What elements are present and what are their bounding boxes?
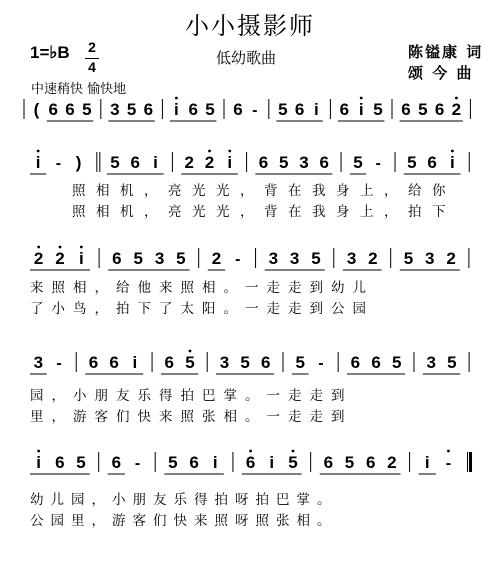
lyric-line: 照相机，亮光光，背在我身上，给你: [72, 183, 456, 199]
note: 2: [204, 153, 215, 172]
note: 5: [278, 100, 288, 119]
note: 6: [189, 453, 199, 472]
note: 5: [311, 249, 321, 268]
octave-dot: [360, 97, 363, 100]
octave-dot: [208, 150, 211, 153]
note: 3: [346, 249, 357, 268]
note: i: [269, 453, 275, 472]
note: 5: [288, 453, 298, 472]
note: 2: [184, 153, 194, 172]
note: 5: [110, 153, 120, 172]
note: i: [450, 153, 455, 172]
note: i: [35, 153, 41, 172]
note: 5: [447, 353, 457, 372]
note: i: [424, 453, 430, 472]
note: 6: [55, 453, 65, 472]
tempo-marking: 中速稍快 愉快地: [31, 82, 127, 97]
note: 3: [154, 249, 165, 268]
note: 6: [434, 100, 445, 119]
octave-dot: [189, 350, 192, 353]
note: 5: [418, 100, 428, 119]
dash-note: -: [134, 455, 141, 472]
octave-dot: [175, 97, 178, 100]
lyric-line: 里，游客们快来照张相。一走走到: [30, 409, 353, 425]
lyric-line: 园，小朋友乐得拍巴掌。一走走到: [30, 388, 353, 404]
note: 5: [240, 353, 250, 372]
time-signature-bottom: 4: [88, 59, 96, 75]
note: 5: [185, 353, 195, 372]
note: i: [153, 153, 158, 172]
octave-dot: [292, 450, 295, 453]
note: i: [212, 453, 218, 472]
note: 3: [426, 353, 436, 372]
dash-note: -: [56, 355, 62, 372]
note: 6: [401, 100, 411, 119]
note: 2: [451, 100, 462, 119]
note: 2: [387, 453, 397, 472]
note: 6: [261, 353, 271, 372]
note: 6: [350, 353, 361, 372]
note: 6: [365, 453, 376, 472]
note: 5: [403, 249, 414, 268]
note: 5: [278, 153, 289, 172]
paren: ): [75, 153, 82, 172]
note: 5: [168, 453, 178, 472]
note: 5: [176, 249, 186, 268]
note: 2: [33, 249, 44, 268]
note: 6: [319, 153, 329, 172]
note: i: [36, 453, 41, 472]
note: 6: [245, 453, 256, 472]
note: 3: [219, 353, 230, 372]
note: 3: [110, 100, 120, 119]
note: 6: [48, 100, 58, 119]
note: 5: [392, 353, 402, 372]
note: 2: [55, 249, 65, 268]
note: 5: [82, 100, 92, 119]
dash-note: -: [375, 155, 381, 172]
note: 6: [65, 100, 75, 119]
lyric-line: 来照相，给他来照相。一走走到幼儿: [30, 280, 374, 296]
dash-note: -: [235, 251, 241, 268]
note: i: [78, 249, 84, 268]
song-title: 小小摄影师: [185, 12, 315, 40]
note: 6: [112, 249, 122, 268]
lyricist-credit: 陈镒康 词: [408, 43, 484, 61]
note: 5: [76, 453, 86, 472]
note: 5: [344, 453, 355, 472]
octave-dot: [80, 246, 83, 249]
note: 6: [427, 153, 437, 172]
note: 3: [33, 353, 44, 372]
octave-dot: [455, 97, 458, 100]
lyric-line: 了小鸟，拍下了太阳。一走走到公园: [30, 301, 374, 317]
dash-note: -: [252, 102, 258, 119]
note: 2: [446, 249, 456, 268]
octave-dot: [447, 450, 450, 453]
note: 6: [294, 100, 305, 119]
note: 5: [295, 353, 305, 372]
octave-dot: [249, 450, 252, 453]
octave-dot: [37, 150, 40, 153]
octave-dot: [451, 150, 454, 153]
lyric-line: 公园里，游客们快来照呀照张相。: [30, 513, 338, 529]
key-signature: 1=♭B: [30, 43, 70, 62]
note: 5: [133, 249, 143, 268]
note: 3: [299, 153, 309, 172]
note: 2: [211, 249, 222, 268]
note: 6: [258, 153, 269, 172]
note: 5: [407, 153, 417, 172]
octave-dot: [37, 246, 40, 249]
dash-note: -: [55, 155, 62, 172]
octave-dot: [59, 246, 62, 249]
note: 6: [233, 100, 243, 119]
note: 5: [126, 100, 137, 119]
note: 6: [371, 353, 381, 372]
note: 6: [164, 353, 175, 372]
note: 6: [339, 100, 350, 119]
time-signature-top: 2: [88, 39, 96, 55]
note: 6: [323, 453, 334, 472]
note: 6: [143, 100, 154, 119]
note: i: [314, 100, 319, 119]
note: i: [174, 100, 179, 119]
lyric-line: 照相机，亮光光，背在我身上，拍下: [72, 204, 456, 220]
composer-credit: 颂 今 曲: [408, 64, 474, 82]
note: 6: [188, 100, 198, 119]
note: 6: [109, 353, 119, 372]
note: i: [132, 353, 138, 372]
note: i: [227, 153, 233, 172]
note: 5: [353, 153, 363, 172]
dash-note: -: [445, 455, 452, 472]
dash-note: -: [318, 355, 324, 372]
note: 2: [368, 249, 378, 268]
paren: (: [33, 100, 40, 119]
note: 6: [130, 153, 141, 172]
note: i: [358, 100, 364, 119]
song-subtitle: 低幼歌曲: [216, 49, 277, 67]
octave-dot: [37, 450, 40, 453]
note: 3: [425, 249, 435, 268]
note: 6: [111, 453, 122, 472]
lyric-line: 幼儿园，小朋友乐得拍呀拍巴掌。: [30, 492, 338, 508]
octave-dot: [228, 150, 231, 153]
note: 5: [205, 100, 215, 119]
note: 3: [289, 249, 300, 268]
note: 5: [373, 100, 383, 119]
note: 6: [88, 353, 99, 372]
note: 3: [268, 249, 279, 268]
